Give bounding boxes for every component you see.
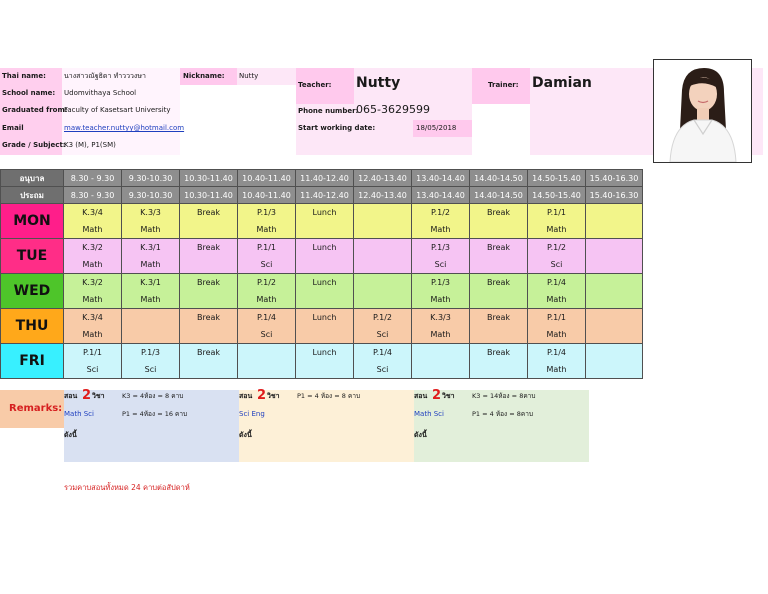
- class-subject: Sci: [86, 365, 99, 374]
- class-subject: [354, 256, 411, 273]
- thai-name-label: Thai name:: [2, 72, 46, 80]
- teacher-photo: [653, 59, 752, 163]
- class-code: Break: [486, 208, 511, 217]
- class-cell: [296, 204, 354, 239]
- period-line-1: P1 = 4 ห้อง = 8 คาบ: [297, 392, 361, 400]
- class-cell: [64, 344, 122, 379]
- class-subject: [180, 221, 237, 238]
- class-code: K.3/2: [82, 243, 103, 252]
- class-cell: [122, 274, 180, 309]
- day-label: TUE: [1, 239, 64, 274]
- class-code: Break: [196, 243, 221, 252]
- class-cell: [296, 274, 354, 309]
- class-code: [122, 309, 179, 326]
- class-cell: [180, 309, 238, 344]
- class-code: [586, 239, 642, 256]
- subject-count: 2: [82, 388, 92, 403]
- class-code: P.1/2: [257, 278, 276, 287]
- remark-box: [239, 390, 414, 462]
- class-cell: [64, 309, 122, 344]
- class-code: Break: [196, 208, 221, 217]
- thai-name-value: นางสาวณัฐธิดา ทำวววงษา: [64, 72, 146, 80]
- class-code: K.3/4: [82, 313, 103, 322]
- class-subject: Sci: [260, 330, 273, 339]
- day-label: MON: [1, 204, 64, 239]
- class-subject: [296, 221, 353, 238]
- nickname-value: Nutty: [239, 72, 259, 80]
- day-label: WED: [1, 274, 64, 309]
- day-label: THU: [1, 309, 64, 344]
- class-code: Lunch: [312, 278, 337, 287]
- class-cell: [238, 309, 296, 344]
- class-code: P.1/1: [83, 348, 102, 357]
- time-slot-header: 8.30 - 9.30: [64, 170, 122, 187]
- class-cell: [122, 204, 180, 239]
- class-code: P.1/4: [547, 278, 566, 287]
- class-subject: [470, 361, 527, 378]
- class-cell: [412, 309, 470, 344]
- class-cell: [354, 309, 412, 344]
- class-cell: [238, 204, 296, 239]
- time-slot-header: 9.30-10.30: [122, 187, 180, 204]
- remark-box: [64, 390, 239, 462]
- time-slot-header: 12.40-13.40: [354, 187, 412, 204]
- day-row: [1, 274, 643, 309]
- class-code: [238, 344, 295, 361]
- class-cell: [412, 204, 470, 239]
- class-code: K.3/2: [82, 278, 103, 287]
- class-subject: [296, 291, 353, 308]
- class-cell: [122, 344, 180, 379]
- class-cell: [412, 274, 470, 309]
- class-subject: Math: [256, 295, 277, 304]
- class-subject: Math: [140, 295, 161, 304]
- class-code: P.1/4: [547, 348, 566, 357]
- class-cell: [354, 274, 412, 309]
- class-code: [354, 239, 411, 256]
- class-code: P.1/3: [141, 348, 160, 357]
- day-row: [1, 344, 643, 379]
- period-line-1: K3 = 14ห้อง = 8คาบ: [472, 392, 536, 400]
- class-cell: [586, 239, 643, 274]
- remark-box: [414, 390, 589, 462]
- class-subject: [296, 326, 353, 343]
- class-subject: Math: [546, 365, 567, 374]
- class-subject: [470, 221, 527, 238]
- level-label: อนุบาล: [1, 170, 64, 187]
- note: ดังนี้: [239, 431, 252, 439]
- class-subject: [180, 326, 237, 343]
- class-code: P.1/1: [547, 313, 566, 322]
- class-subject: Math: [82, 260, 103, 269]
- time-slot-header: 15.40-16.30: [586, 187, 643, 204]
- class-cell: [180, 204, 238, 239]
- class-subject: [180, 361, 237, 378]
- class-subject: Math: [546, 225, 567, 234]
- time-slot-header: 11.40-12.40: [296, 187, 354, 204]
- class-code: P.1/1: [547, 208, 566, 217]
- remarks-label: Remarks:: [9, 403, 63, 414]
- class-subject: Math: [430, 225, 451, 234]
- teacher-label: Teacher:: [298, 81, 332, 89]
- class-code: [412, 344, 469, 361]
- class-code: K.3/1: [140, 278, 161, 287]
- time-slot-header: 11.40-12.40: [296, 170, 354, 187]
- trainer-label: Trainer:: [488, 81, 519, 89]
- class-cell: [470, 239, 528, 274]
- class-code: [586, 344, 642, 361]
- teach-suffix: วิชา: [442, 392, 455, 400]
- nickname-label: Nickname:: [183, 72, 225, 80]
- class-cell: [64, 204, 122, 239]
- class-subject: [238, 361, 295, 378]
- class-cell: [238, 344, 296, 379]
- class-code: [586, 309, 642, 326]
- class-subject: [122, 326, 179, 343]
- time-slot-header: 12.40-13.40: [354, 170, 412, 187]
- class-subject: [470, 256, 527, 273]
- class-subject: Math: [546, 295, 567, 304]
- subject-count: 2: [432, 388, 442, 403]
- blank-bg: [180, 85, 296, 155]
- time-slot-header: 9.30-10.30: [122, 170, 180, 187]
- class-cell: [64, 274, 122, 309]
- time-slot-header: 10.40-11.40: [238, 170, 296, 187]
- class-code: [586, 204, 642, 221]
- class-code: P.1/2: [431, 208, 450, 217]
- class-subject: [586, 361, 642, 378]
- teach-prefix: สอน: [414, 392, 428, 400]
- subjects: Math Sci: [414, 410, 444, 418]
- class-code: [586, 274, 642, 291]
- class-code: Break: [486, 243, 511, 252]
- class-subject: Math: [430, 295, 451, 304]
- school-value: Udomvithaya School: [64, 89, 137, 97]
- class-cell: [528, 344, 586, 379]
- class-cell: [64, 239, 122, 274]
- class-code: K.3/3: [140, 208, 161, 217]
- class-code: P.1/2: [373, 313, 392, 322]
- class-cell: [528, 309, 586, 344]
- class-cell: [180, 239, 238, 274]
- class-cell: [412, 239, 470, 274]
- subject-count: 2: [257, 388, 267, 403]
- class-cell: [354, 204, 412, 239]
- teach-suffix: วิชา: [267, 392, 280, 400]
- class-subject: [180, 291, 237, 308]
- teach-suffix: วิชา: [92, 392, 105, 400]
- time-slot-header: 14.50-15.40: [528, 187, 586, 204]
- class-code: Break: [196, 313, 221, 322]
- class-subject: Math: [82, 330, 103, 339]
- class-subject: [296, 361, 353, 378]
- class-subject: Math: [256, 225, 277, 234]
- class-subject: Math: [82, 295, 103, 304]
- header-row: [1, 170, 643, 187]
- class-subject: Math: [546, 330, 567, 339]
- class-code: [354, 204, 411, 221]
- school-label: School name:: [2, 89, 56, 97]
- day-row: [1, 239, 643, 274]
- class-subject: Sci: [376, 365, 389, 374]
- class-subject: [586, 221, 642, 238]
- class-subject: Math: [140, 225, 161, 234]
- class-code: K.3/1: [140, 243, 161, 252]
- subjects: Sci Eng: [239, 410, 265, 418]
- class-cell: [412, 344, 470, 379]
- class-subject: Math: [82, 225, 103, 234]
- class-subject: [354, 221, 411, 238]
- period-line-2: P1 = 4 ห้อง = 8คาบ: [472, 410, 534, 418]
- grade-value: K3 (M), P1(SM): [64, 141, 116, 149]
- class-subject: [586, 256, 642, 273]
- remarks-label-box: [0, 390, 64, 428]
- class-subject: [586, 326, 642, 343]
- class-subject: Sci: [376, 330, 389, 339]
- class-code: P.1/3: [431, 278, 450, 287]
- class-code: Break: [486, 278, 511, 287]
- class-code: Lunch: [312, 348, 337, 357]
- class-cell: [470, 204, 528, 239]
- class-subject: Sci: [144, 365, 157, 374]
- class-cell: [586, 344, 643, 379]
- class-cell: [528, 239, 586, 274]
- day-row: [1, 309, 643, 344]
- teach-prefix: สอน: [239, 392, 253, 400]
- note: ดังนี้: [64, 431, 77, 439]
- start-date-value: 18/05/2018: [416, 124, 457, 132]
- class-subject: Sci: [434, 260, 447, 269]
- start-date-label: Start working date:: [298, 124, 376, 132]
- class-cell: [528, 274, 586, 309]
- class-cell: [528, 204, 586, 239]
- teach-prefix: สอน: [64, 392, 78, 400]
- class-code: K.3/3: [430, 313, 451, 322]
- class-code: Lunch: [312, 313, 337, 322]
- class-subject: [470, 326, 527, 343]
- class-cell: [470, 344, 528, 379]
- time-slot-header: 15.40-16.30: [586, 170, 643, 187]
- class-cell: [180, 344, 238, 379]
- period-line-2: P1 = 4ห้อง = 16 คาบ: [122, 410, 188, 418]
- phone-value: 065-3629599: [356, 103, 430, 116]
- class-subject: [412, 361, 469, 378]
- time-slot-header: 10.30-11.40: [180, 170, 238, 187]
- class-code: P.1/4: [373, 348, 392, 357]
- class-subject: [586, 291, 642, 308]
- class-code: P.1/3: [257, 208, 276, 217]
- class-cell: [586, 204, 643, 239]
- class-cell: [122, 239, 180, 274]
- phone-label: Phone number:: [298, 107, 359, 115]
- email-link[interactable]: maw.teacher.nuttyy@hotmail.com: [64, 124, 185, 132]
- class-cell: [586, 309, 643, 344]
- class-subject: [180, 256, 237, 273]
- time-slot-header: 13.40-14.40: [412, 170, 470, 187]
- class-code: Break: [196, 278, 221, 287]
- time-slot-header: 10.40-11.40: [238, 187, 296, 204]
- teacher-name: Nutty: [356, 75, 401, 91]
- class-code: Lunch: [312, 208, 337, 217]
- class-subject: Sci: [260, 260, 273, 269]
- class-cell: [238, 239, 296, 274]
- time-slot-header: 14.40-14.50: [470, 187, 528, 204]
- time-slot-header: 13.40-14.40: [412, 187, 470, 204]
- class-code: [354, 274, 411, 291]
- class-code: P.1/4: [257, 313, 276, 322]
- class-cell: [238, 274, 296, 309]
- class-cell: [470, 309, 528, 344]
- class-subject: [296, 256, 353, 273]
- subjects: Math Sci: [64, 410, 94, 418]
- day-label: FRI: [1, 344, 64, 379]
- class-cell: [296, 344, 354, 379]
- class-code: K.3/4: [82, 208, 103, 217]
- graduated-value: Faculty of Kasetsart University: [64, 106, 171, 114]
- class-code: Break: [486, 313, 511, 322]
- class-subject: [470, 291, 527, 308]
- class-code: Break: [196, 348, 221, 357]
- total-periods-note: รวมคาบสอนทั้งหมด 24 คาบต่อสัปดาห์: [64, 483, 190, 492]
- class-cell: [354, 344, 412, 379]
- class-cell: [296, 239, 354, 274]
- class-code: Break: [486, 348, 511, 357]
- portrait-image: [654, 60, 751, 162]
- graduated-label: Graduated from:: [2, 106, 68, 114]
- class-cell: [122, 309, 180, 344]
- class-subject: Math: [140, 260, 161, 269]
- class-code: P.1/2: [547, 243, 566, 252]
- email-label: Email: [2, 124, 24, 132]
- class-subject: Math: [430, 330, 451, 339]
- time-slot-header: 8.30 - 9.30: [64, 187, 122, 204]
- grade-label: Grade / Subject:: [2, 141, 66, 149]
- header-row: [1, 187, 643, 204]
- class-cell: [296, 309, 354, 344]
- level-label: ประถม: [1, 187, 64, 204]
- day-row: [1, 204, 643, 239]
- time-slot-header: 14.50-15.40: [528, 170, 586, 187]
- class-cell: [586, 274, 643, 309]
- time-slot-header: 14.40-14.50: [470, 170, 528, 187]
- period-line-1: K3 = 4ห้อง = 8 คาบ: [122, 392, 184, 400]
- time-slot-header: 10.30-11.40: [180, 187, 238, 204]
- class-code: Lunch: [312, 243, 337, 252]
- trainer-name: Damian: [532, 75, 592, 91]
- class-code: P.1/1: [257, 243, 276, 252]
- class-cell: [354, 239, 412, 274]
- class-cell: [470, 274, 528, 309]
- class-cell: [180, 274, 238, 309]
- note: ดังนี้: [414, 431, 427, 439]
- class-subject: [354, 291, 411, 308]
- class-code: P.1/3: [431, 243, 450, 252]
- weekly-timetable: [0, 169, 643, 379]
- class-subject: Sci: [550, 260, 563, 269]
